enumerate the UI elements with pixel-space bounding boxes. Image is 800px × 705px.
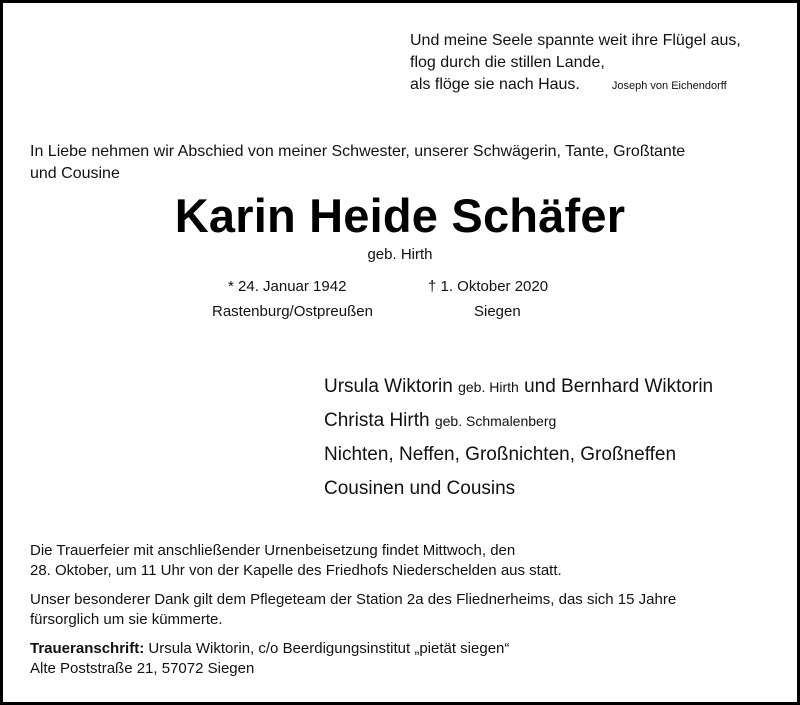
poem-line: [410, 74, 741, 97]
poem-author: Joseph von Eichendorff: [611, 80, 727, 92]
mourner-line: [324, 370, 713, 404]
death-place: Siegen: [474, 303, 521, 320]
address-contact: Ursula Wiktorin, c/o Beerdigungsinstitut „pietät siegen“: [148, 640, 510, 657]
mourning-address: [30, 639, 509, 679]
mourners-list: [324, 370, 713, 506]
poem-line: Und meine Seele spannte weit ihre Flügel aus,: [410, 32, 741, 49]
birth-place: Rastenburg/Ostpreußen: [212, 303, 373, 320]
intro-line: In Liebe nehmen wir Abschied von meiner Schwester, unserer Schwägerin, Tante, Großtante: [30, 143, 686, 160]
mourner-line: [324, 404, 713, 438]
service-line: Die Trauerfeier mit anschließender Urnenbeisetzung findet Mittwoch, den: [30, 542, 516, 559]
thanks-note: [30, 590, 676, 630]
service-info: [30, 541, 562, 581]
mourner-line: Nichten, Neffen, Großnichten, Großneffen: [324, 444, 677, 465]
poem-line: flog durch die stillen Lande,: [410, 54, 605, 71]
intro-line: und Cousine: [30, 165, 120, 182]
address-label: Traueranschrift:: [30, 640, 145, 657]
intro-text: [30, 141, 685, 185]
mourner-line: Cousinen und Cousins: [324, 478, 516, 499]
mourner-partner: und Bernhard Wiktorin: [524, 376, 714, 397]
death-date: † 1. Oktober 2020: [428, 278, 549, 295]
mourner-name: Ursula Wiktorin: [324, 376, 453, 397]
service-line: 28. Oktober, um 11 Uhr von der Kapelle des Friedhofs Niederschelden aus statt.: [30, 562, 562, 579]
thanks-line: fürsorglich um sie kümmerte.: [30, 611, 223, 628]
deceased-name: Karin Heide Schäfer: [174, 189, 626, 242]
thanks-line: Unser besonderer Dank gilt dem Pflegeteam der Station 2a des Fliednerheims, das sich 15 Jahre: [30, 591, 677, 608]
address-line: Alte Poststraße 21, 57072 Siegen: [30, 660, 255, 677]
address-line: [30, 639, 509, 659]
birth-date: * 24. Januar 1942: [228, 278, 347, 295]
poem-line-text: als flöge sie nach Haus.: [410, 76, 580, 93]
birth-name: geb. Hirth: [367, 246, 433, 263]
mourner-birth-name: geb. Hirth: [458, 379, 519, 395]
mourner-name: Christa Hirth: [324, 410, 430, 431]
mourner-birth-name: geb. Schmalenberg: [434, 413, 557, 429]
poem-quote: [410, 30, 741, 97]
